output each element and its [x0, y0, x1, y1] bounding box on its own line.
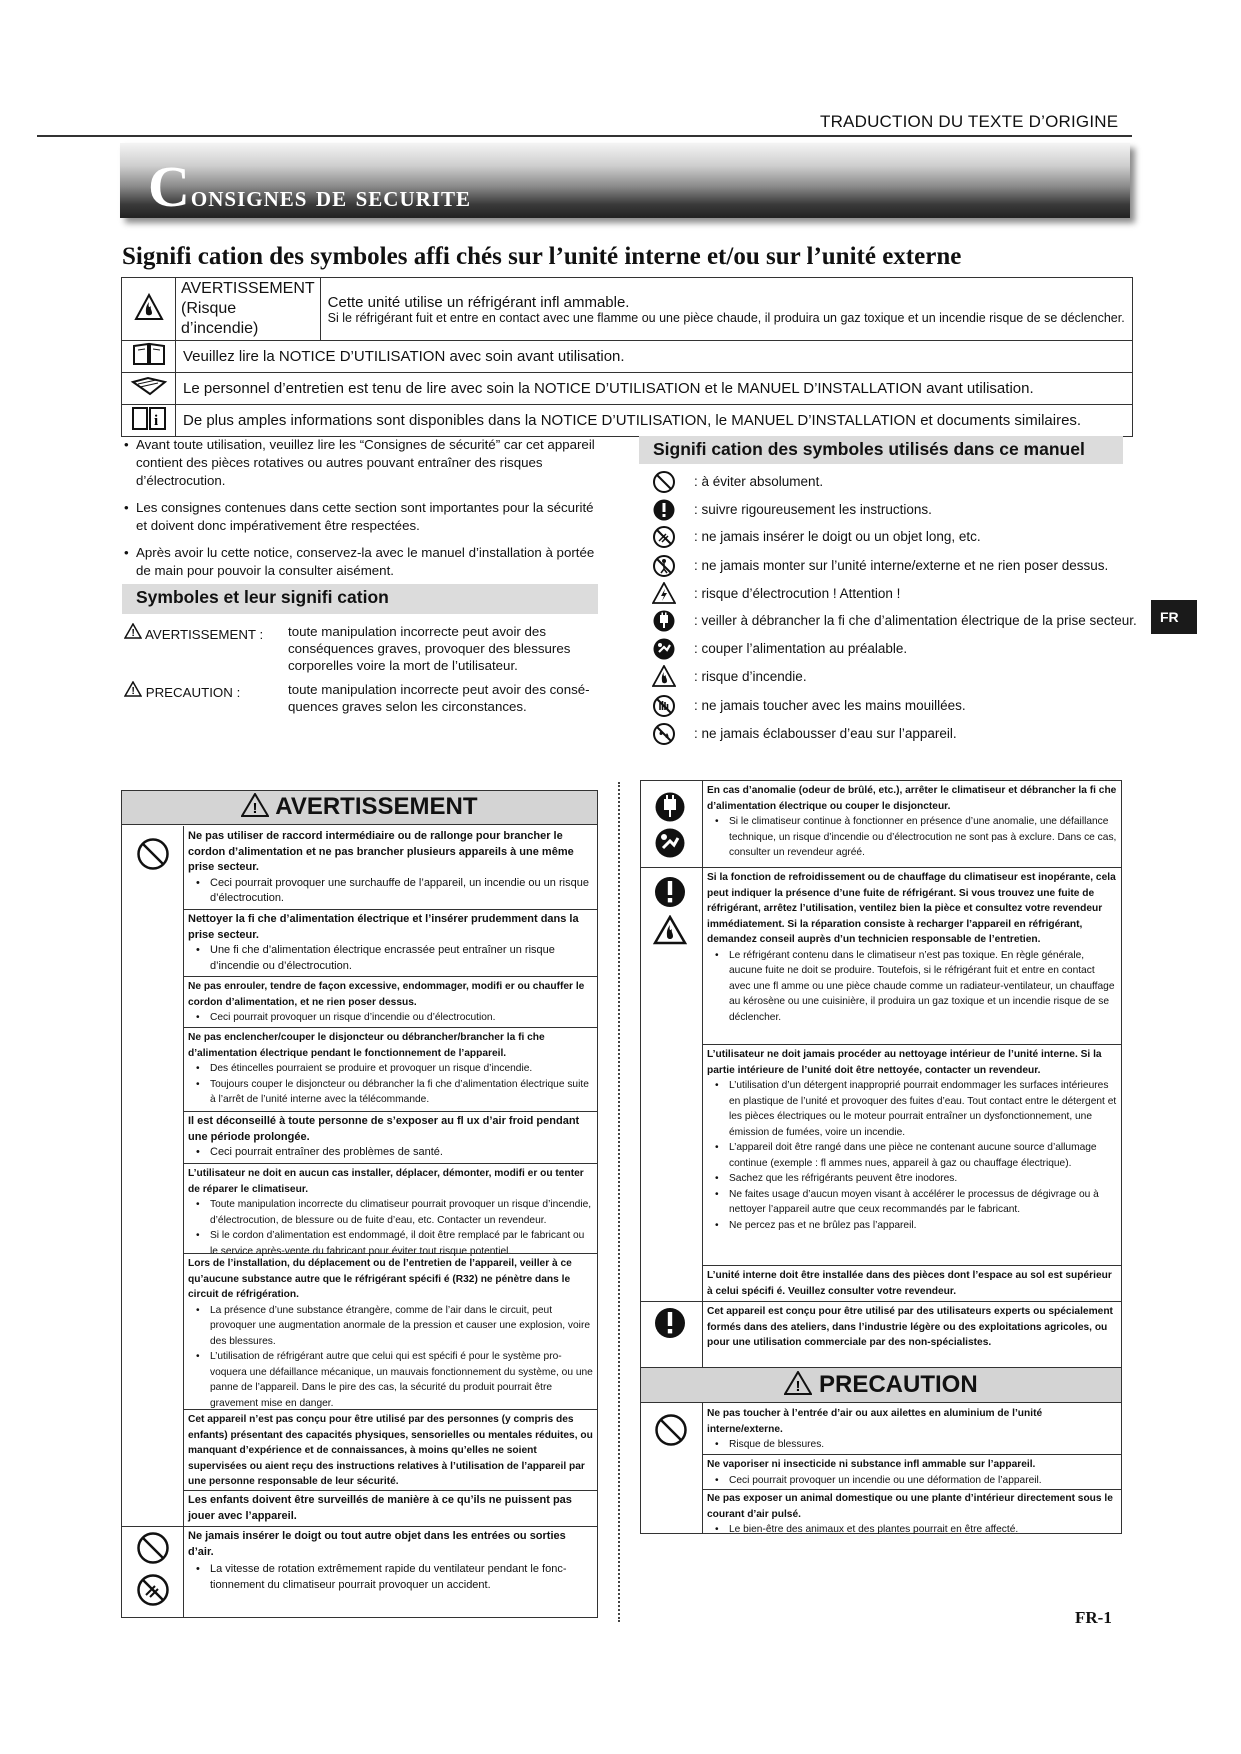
svg-text:i: i: [153, 413, 158, 429]
power-off-icon: [654, 827, 686, 859]
prohibited-icon: [654, 1413, 688, 1447]
unit-symbols-heading: Signifi cation des symboles affi chés sur l’unité interne et/ou sur l’unité externe: [122, 243, 962, 270]
row-divider: [183, 909, 597, 910]
mandatory-icon: [653, 1306, 687, 1340]
row-divider: [183, 1253, 597, 1254]
row-divider: [183, 1163, 597, 1164]
no-finger-icon: [136, 1573, 170, 1607]
fire-warning-icon: [122, 278, 176, 341]
prohibited-icon: [136, 837, 170, 871]
mandatory-icon: [652, 498, 676, 522]
warning-entry: L’utilisateur ne doit en aucun cas installer, déplacer, démonter, modifi er ou tenter de réparer le climatiseur. • Toute manipulation incorrecte du climatiseur pourrait provoquer un risque d’incendie, d’électrocution, de blessure ou de fuite d’eau, etc. Contacter un revendeur. • Si le cordon d’alimentation est endommagé, il doit être remplacé par le fabricant ou le service après-vente du fabricant pour éviter tout risque potentiel.: [188, 1166, 594, 1259]
row-divider: [122, 1526, 597, 1527]
warning-panel: [121, 790, 598, 1618]
row-divider: [183, 1111, 597, 1112]
row-divider: [183, 1027, 597, 1028]
caution-panel-title: PRECAUTION: [819, 1371, 978, 1398]
warning-triangle-icon: [784, 1371, 812, 1395]
warning-triangle-icon: [124, 681, 142, 697]
no-finger-icon: [652, 525, 676, 549]
info-icon: [122, 405, 176, 437]
list-item: • Après avoir lu cette notice, conservez-la avec le manuel d’installation à portée de main pour pouvoir la consulter aisément.: [122, 544, 602, 580]
column-line: [702, 1403, 703, 1533]
levels-heading: Symboles et leur signifi cation: [122, 584, 598, 614]
warning-triangle-icon: [241, 793, 269, 817]
warning-entry: Si la fonction de refroidissement ou de chauffage du climatiseur est inopérante, cela peut indiquer la présence d’une fuite de réfrigérant. Si vous trouvez une fuite de réfrigérant, arrêtez l’utilisation, ventilez bien la pièce et consultez votre revendeur immédiatement. Si la réparation consiste à recharger l’appareil en réfrigérant, demandez conseil auprès d’un technicien responsable de l’entretien. • Le réfrigérant contenu dans le climatiseur n’est pas toxique. En règle générale, aucune fuite ne doit se produire. Toutefois, si le réfrigérant fuit et entre en contact avec une fl amme ou une pièce chaude comme un radiateur-ventilateur, un chauffage au kérosène ou une cuisinière, il produira un gaz toxique et un incendie risque de se déclencher.: [707, 870, 1117, 1025]
intro-bullets: [122, 436, 602, 589]
svg-text:!: !: [252, 800, 258, 817]
warning-text-cell: [320, 278, 1132, 341]
caution-entry: Ne pas exposer un animal domestique ou une plante d’intérieur directement sous le courant d’air pulsé. • Le bien-être des animaux et des plantes pourrait en être affecté.: [707, 1491, 1117, 1538]
warning-entry: Cet appareil est conçu pour être utilisé par des utilisateurs experts ou spécialement formés dans des ateliers, dans l’industrie légère ou des exploitations agricoles, ou pour une utilisation commerciale par des non-spécialistes.: [707, 1306, 1113, 1348]
page-number: FR-1: [1075, 1608, 1112, 1627]
banner-title: [148, 153, 471, 220]
warning-entry: L’utilisateur ne doit jamais procéder au nettoyage intérieur de l’unité interne. Si la partie intérieure de l’unité doit être nettoyée, contacter un revendeur. • L’utilisation d’un détergent inapproprié pourrait endommager les surfaces intérieures en plastique de l’unité et provoquer des fuites d’eau. Tout contact entre le détergent et les pièces électriques ou le moteur pourrait entraîner un dysfonctionnement, une émission de fumées, voire un incendie. • L’appareil doit être rangé dans une pièce ne contenant aucune source d’allumage continue (exemple : fl ammes nues, appareil à gaz ou chauffage électrique). • Sachez que les réfrigérants peuvent être inodores. • Ne faites usage d’aucun moyen visant à accélérer le processus de dégivrage ou à nettoyer l’appareil autre que ceux recommandés par le fabricant. • Ne percez pas et ne brûlez pas l’appareil.: [707, 1047, 1117, 1233]
warning-entry: Les enfants doivent être surveillés de manière à ce qu’ils ne puissent pas jouer avec l’appareil.: [188, 1494, 572, 1522]
right-warning-panel: [640, 780, 1122, 1534]
warning-panel-title: AVERTISSEMENT: [275, 793, 478, 820]
column-divider: [618, 782, 620, 1622]
book-icon: [122, 341, 176, 373]
caution-panel-header: [641, 1367, 1121, 1403]
banner-title-rest: onsignes de securite: [190, 180, 471, 213]
row-divider: [641, 867, 1121, 868]
fire-risk-icon: [653, 915, 687, 945]
language-tab: FR: [1151, 600, 1197, 634]
caution-entry: Ne pas toucher à l’entrée d’air ou aux ailettes en aluminium de l’unité interne/externe. • Risque de blessures.: [707, 1406, 1117, 1453]
row-divider: [702, 1454, 1121, 1455]
manual-row-text: Veuillez lire la NOTICE D’UTILISATION avec soin avant utilisation.: [176, 341, 1133, 373]
warning-entry: Cet appareil n’est pas conçu pour être utilisé par des personnes (y compris des enfants) présentant des capacités physiques, sensorielles ou mentales réduites, ou manquant d’expérience et de connaissances, à moins qu’elles ne soient supervisées ou aient reçu des instructions relatives à l’utilisation de l’appareil par une personne responsable de leur sécurité.: [188, 1414, 593, 1487]
banner-title-cap: C: [148, 154, 191, 219]
no-wet-hands-icon: [652, 694, 676, 718]
warning-definition-text: toute manipulation incorrecte peut avoir des conséquences graves, provoquer des blessures corporelles voire la mort de l’utilisateur.: [288, 624, 571, 673]
row-divider: [183, 1409, 597, 1410]
table-row: [122, 341, 1133, 373]
prohibited-icon: [652, 470, 676, 494]
unplug-icon: [654, 791, 686, 823]
row-divider: [641, 1301, 1121, 1302]
unit-symbols-table: [121, 277, 1133, 437]
caution-entry: Ne vaporiser ni insecticide ni substance infl ammable sur l’appareil. • Ceci pourrait provoquer un incendie ou une déformation de l’appareil.: [707, 1457, 1117, 1488]
warning-label: AVERTISSEMENT: [181, 280, 315, 297]
caution-definition-key: ! PRECAUTION :: [124, 681, 240, 701]
info-row-text: De plus amples informations sont disponibles dans la NOTICE D’UTILISATION, le MANUEL D’INSTALLATION et documents similaires.: [176, 405, 1133, 437]
warning-line-2: Si le réfrigérant fuit et entre en contact avec une flamme ou une pièce chaude, il produira un gaz toxique et un incendie risque de se déclencher.: [327, 310, 1125, 325]
warning-entry: Ne pas enrouler, tendre de façon excessive, endommager, modifi er ou chauffer le cordon d’alimentation, et ne rien poser dessus. • Ceci pourrait provoquer un risque d’incendie ou d’électrocution.: [188, 979, 594, 1026]
row-divider: [702, 1044, 1121, 1045]
no-splash-icon: [652, 722, 676, 746]
row-divider: [183, 1490, 597, 1491]
warning-entry: Lors de l’installation, du déplacement ou de l’entretien de l’appareil, veiller à ce qu’aucune substance autre que le réfrigérant spécifi é (R32) ne pénètre dans le circuit de réfrigération. • La présence d’une substance étrangère, comme de l’air dans le circuit, peut provoquer une augmentation anormale de la pression et causer une explosion, voire des blessures. • L’utilisation de réfrigérant autre que celui qui est spécifi é pour le système provoquera une défaillance mécanique, un mauvais fonctionnement du système, ou une panne de l’appareil. Dans le pire des cas, la sécurité du produit pourrait être gravement mise en danger.: [188, 1256, 594, 1411]
warning-panel-header: [122, 791, 597, 825]
warning-entry: Ne pas enclencher/couper le disjoncteur ou débrancher/brancher la fi che d’alimentation électrique pendant le fonctionnement de l’appareil. • Des étincelles pourraient se produire et provoquer un risque d’incendie. • Toujours couper le disjoncteur ou débrancher la fi che d’alimentation électrique suite à l’arrêt de l’unité interne avec la télécommande.: [188, 1030, 594, 1108]
svg-text:!: !: [131, 628, 135, 639]
section-banner: [120, 143, 1130, 218]
table-row: [122, 373, 1133, 405]
warning-sublabel: (Risque d’incendie): [181, 300, 259, 337]
warning-line-1: Cette unité utilise un réfrigérant infl ammable.: [327, 293, 630, 311]
row-divider: [183, 976, 597, 977]
no-step-icon: [652, 554, 676, 578]
svg-text:!: !: [131, 686, 135, 697]
warning-entry: Ne jamais insérer le doigt ou tout autre objet dans les entrées ou sorties d’air. • La vitesse de rotation extrêmement rapide du ventilateur pendant le fonctionnement du climatiseur pourrait provoquer un accident.: [188, 1529, 594, 1593]
service-manual-icon: [122, 373, 176, 405]
row-divider: [702, 1489, 1121, 1490]
table-row: [122, 405, 1133, 437]
fire-risk-icon: [652, 665, 676, 687]
warning-entry: Ne pas utiliser de raccord intermédiaire ou de rallonge pour brancher le cordon d’alimentation et ne pas brancher plusieurs appareils à une même prise secteur. • Ceci pourrait provoquer une surchauffe de l’appareil, un incendie ou un risque d’électrocution.: [188, 829, 594, 907]
warning-entry: En cas d’anomalie (odeur de brûlé, etc.), arrêter le climatiseur et débrancher la fi che d’alimentation électrique ou couper le disjoncteur. • Si le climatiseur continue à fonctionner en présence d’une anomalie, une défaillance technique, un risque d’incendie ou d’électrocution ne sont pas à exclure. Dans ce cas, consulter un revendeur agréé.: [707, 783, 1117, 861]
warning-entry: L’unité interne doit être installée dans des pièces dont l’espace au sol est supérieur à celui spécifi é. Veuillez consulter votre revendeur.: [707, 1270, 1112, 1297]
service-row-text: Le personnel d’entretien est tenu de lire avec soin la NOTICE D’UTILISATION et le MANUEL D’INSTALLATION avant utilisation.: [176, 373, 1133, 405]
column-line: [183, 826, 184, 1617]
row-divider: [702, 1265, 1121, 1266]
svg-text:!: !: [795, 1378, 801, 1395]
mandatory-icon: [653, 875, 687, 909]
caution-definition-text: toute manipulation incorrecte peut avoir des conséquences graves selon les circonstances.: [288, 682, 590, 714]
warning-label-cell: [176, 278, 321, 341]
table-row: [122, 278, 1133, 341]
warning-definition-key: ! AVERTISSEMENT :: [124, 623, 263, 643]
warning-entry: Nettoyer la fi che d’alimentation électrique et l’insérer prudemment dans la prise secteur. • Une fi che d’alimentation électrique encrassée peut entraîner un risque d’incendie ou d’électrocution.: [188, 912, 594, 974]
header-translation-note: TRADUCTION DU TEXTE D’ORIGINE: [820, 112, 1119, 131]
prohibited-icon: [136, 1531, 170, 1565]
list-item: • Avant toute utilisation, veuillez lire les “Consignes de sécurité” car cet appareil contient des pièces rotatives ou autres pouvant entraîner des risques d’électrocution.: [122, 436, 602, 490]
header-rule: [37, 135, 1132, 137]
unplug-icon: [652, 609, 676, 633]
warning-entry: Il est déconseillé à toute personne de s’exposer au fl ux d’air froid pendant une période prolongée. • Ceci pourrait entraîner des problèmes de santé.: [188, 1114, 594, 1161]
electric-shock-icon: [652, 582, 676, 604]
column-line: [702, 781, 703, 1367]
list-item: • Les consignes contenues dans cette section sont importantes pour la sécurité et doivent donc impérativement être respectées.: [122, 499, 602, 535]
power-off-icon: [652, 637, 676, 661]
manual-symbols-heading: Signifi cation des symboles utilisés dans ce manuel: [639, 436, 1123, 464]
warning-triangle-icon: [124, 623, 142, 639]
